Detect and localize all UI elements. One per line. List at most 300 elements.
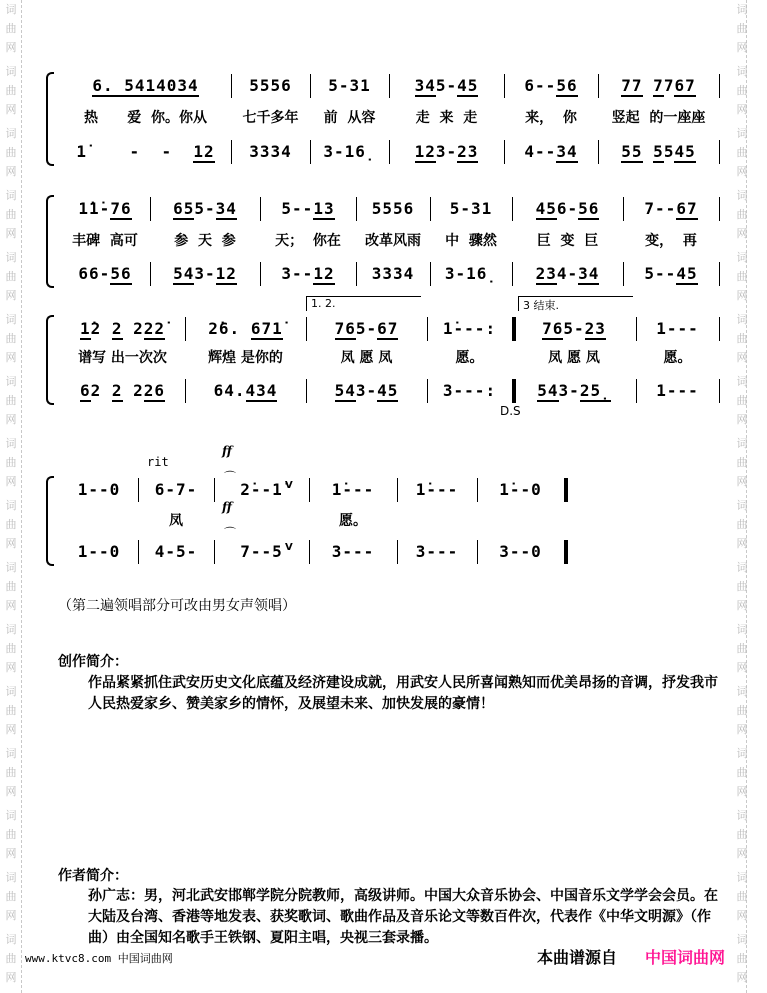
lyric-text: 前 从容 [323,110,376,126]
lower-staff-measure [142,540,210,562]
beamed-notes: 23 [584,318,606,338]
watermark-char: 曲 [5,580,17,593]
note-group [656,319,699,338]
watermark-char: 网 [736,475,748,488]
note-group [249,76,292,95]
bar-line [636,317,637,341]
beamed-notes: 6. 5 [92,75,135,95]
bar-line [309,478,310,502]
bar-line [598,140,599,164]
notes: 6-- [524,75,557,95]
watermark-char: 词 [5,375,17,388]
watermark-char: 曲 [736,22,748,35]
note-group [621,142,695,161]
beamed-notes: 67 [377,318,399,338]
beamed-notes: 55 [621,141,643,161]
beamed-notes: 25̣ [579,380,611,400]
lyric-text: 愿。 [663,350,692,366]
watermark-char: 曲 [736,580,748,593]
beamed-notes: 45 [457,75,479,95]
bar-line [623,197,624,221]
watermark-char: 网 [5,103,17,116]
lower-staff-measure [154,262,256,284]
watermark-char: 曲 [736,704,748,717]
notes: 1̇1̇- [78,198,111,218]
bar-line [719,197,720,221]
note-group [445,264,497,283]
note-group [536,264,600,283]
note-group [76,142,214,161]
fermata-icon: ⌒ [224,470,237,484]
watermark-char: 词 [5,561,17,574]
bar-line [598,74,599,98]
notes: 5- [435,75,458,95]
bar-line [150,197,151,221]
notes: 4- [556,263,579,283]
watermark-char: 网 [736,599,748,612]
upper-staff-measure [434,197,508,219]
bar-line [150,262,151,286]
note-group [416,542,459,561]
watermark-char: 曲 [5,518,17,531]
notes: 2 [122,380,144,400]
beamed-notes: 67 [676,198,698,218]
upper-staff-measure [393,74,500,96]
beamed-notes: 22̇ [143,318,166,338]
beamed-notes: 23 [535,263,557,283]
lower-staff-measure [189,379,302,401]
watermark-char: 词 [736,313,748,326]
lyric-text: 七千多年 [242,110,299,126]
note-group [208,319,282,338]
note-group [644,199,697,218]
notes: 3-16̣ [323,141,376,161]
notes: 6- [556,198,579,218]
lower-staff-measure [434,262,508,284]
note-group [323,142,375,161]
breath-mark: V [285,480,293,491]
lower-staff-measure [640,379,715,401]
watermark-char: 词 [736,809,748,822]
system-bracket [46,195,54,288]
watermark-char: 网 [736,103,748,116]
bar-line [477,540,478,564]
watermark-char: 网 [736,909,748,922]
upper-staff-measure [508,74,594,96]
note-group [80,319,165,338]
bar-line [306,379,307,403]
lower-staff-measure [64,540,134,562]
notes: 3334 [249,141,292,161]
bar-line [512,197,513,221]
notes: 5- [563,318,585,338]
watermark-char: 词 [5,685,17,698]
notes: 1̇--0 [499,479,542,499]
bar-line [719,379,720,403]
watermark-char: 词 [736,65,748,78]
watermark-char: 网 [736,413,748,426]
notes: 5-- [281,198,314,218]
watermark-char: 网 [736,847,748,860]
author-body: 孙广志：男，河北武安邯郸学院分院教师，高级讲师。中国大众音乐协会、中国音乐文学学会会员。在大陆及台湾、香港等地发表、获奖歌词、歌曲作品及音乐论文等数百件次，代表作《中华文明源》（作曲）由全国知名歌手王铁钢、夏阳主唱，央视三套录播。 [88,888,718,946]
fortissimo-mark: ff [222,444,232,458]
breath-mark: V [285,542,293,553]
watermark-char: 网 [736,723,748,736]
upper-staff-measure [154,197,256,219]
upper-staff-measure [64,197,146,219]
beamed-notes: 76 [110,198,132,218]
watermark-char: 网 [5,785,17,798]
notes: 1̇--- [415,479,459,499]
notes: 64. [213,380,246,400]
bar-line [185,317,186,341]
beamed-notes: 12 [215,263,237,283]
lyric-text: 巨 变 巨 [536,233,599,249]
watermark-char: 曲 [736,642,748,655]
note-group [78,542,121,561]
watermark-char: 曲 [5,84,17,97]
watermark-char: 网 [736,351,748,364]
upper-staff-measure [310,317,423,339]
note-group [80,381,165,400]
note-group [536,199,600,218]
watermark-char: 词 [736,747,748,760]
bar-line [477,478,478,502]
lyric-text [62,510,136,530]
beamed-notes: 23 [457,141,479,161]
watermark-char: 词 [736,437,748,450]
bar-line [356,197,357,221]
notes: 1̇---: [442,318,497,338]
watermark-char: 曲 [5,208,17,221]
watermark-char: 网 [5,289,17,302]
watermark-char: 曲 [5,332,17,345]
watermark-char: 网 [5,661,17,674]
notes: 1--0 [77,541,121,561]
note-group [173,264,237,283]
watermark-char: 词 [736,685,748,698]
note-group [155,542,198,561]
watermark-char: 网 [736,165,748,178]
notes: 3--- [331,541,375,561]
watermark-char: 曲 [736,394,748,407]
upper-staff-measure [627,197,715,219]
beamed-notes: 67 [674,75,696,95]
notes [643,142,654,161]
lower-staff-measure [64,262,146,284]
bar-line [427,379,428,403]
upper-staff-measure [142,478,210,500]
note-group [335,319,399,338]
bar-line [504,140,505,164]
note-group [450,199,493,218]
note-group [281,199,334,218]
beamed-notes: 54 [537,380,559,400]
notes: 5- [194,198,216,218]
beamed-notes: 56 [556,75,578,95]
lower-staff-measure [64,140,227,162]
system-bracket [46,72,54,166]
watermark-char: 网 [5,971,17,984]
note-group [415,76,479,95]
upper-staff-measure [360,197,426,219]
lower-staff-measure [313,540,393,562]
upper-staff-measure [516,317,632,339]
watermark-char: 词 [5,189,17,202]
watermark-char: 曲 [736,766,748,779]
notes: 3--- [415,541,459,561]
watermark-char: 曲 [736,828,748,841]
beamed-notes: 12 [414,141,436,161]
note-group [621,76,695,95]
bar-line [260,197,261,221]
bar-line [214,540,215,564]
watermark-char: 词 [736,251,748,264]
lower-staff-measure [431,379,508,401]
watermark-char: 词 [736,871,748,884]
beamed-notes: 34 [177,75,199,95]
lyric-text: 丰碑 高可 [72,233,138,249]
bar-line [636,379,637,403]
upper-staff-measure [516,197,619,219]
note-group [443,381,496,400]
watermark-char: 词 [5,933,17,946]
creation-heading: 创作简介： [58,654,128,670]
ritardando-mark: rit [147,455,169,469]
bar-line [719,140,720,164]
notes: 5556 [249,75,292,95]
watermark-char: 曲 [5,952,17,965]
volta-third-ending: 3 结束. [518,296,633,311]
lyric-text: 辉煌 是你的 [208,350,283,366]
lyric-text: 变， 再 [645,233,697,249]
bar-line [430,262,431,286]
beamed-notes: 45 [674,141,696,161]
watermark-char: 曲 [736,518,748,531]
note-group [335,381,399,400]
notes: 5 [663,141,675,161]
lower-staff-measure [516,379,632,401]
beamed-notes: 34 [414,75,436,95]
notes: 3334 [371,263,415,283]
watermark-char: 曲 [736,84,748,97]
beamed-notes: 7 [653,75,664,95]
lower-staff-measure [314,140,385,162]
note-group [281,264,334,283]
notes: 1--0 [77,479,121,499]
notes: 2 [90,318,112,338]
watermark-char: 词 [736,933,748,946]
watermark-char: 网 [736,785,748,798]
note-group [372,264,415,283]
notes: 5-31 [328,75,371,95]
lower-staff-measure [393,140,500,162]
note-group [240,480,283,499]
lyric-text: 凤 愿 凤 [548,350,600,366]
upper-staff-measure [264,197,352,219]
note-group [332,542,375,561]
lower-staff-measure [310,379,423,401]
beamed-notes: 77 [621,75,643,95]
watermark-char: 词 [736,561,748,574]
notes: 1̇ - - [76,141,194,161]
watermark-char: 网 [736,537,748,550]
lower-staff-measure [235,140,306,162]
bar-line [719,317,720,341]
lyric-text: 参 天 参 [174,233,236,249]
system-bracket [46,315,54,405]
notes: 3---: [442,380,497,400]
watermark-char: 曲 [5,642,17,655]
bar-line [564,540,568,564]
notes: 4-5- [154,541,198,561]
watermark-char: 词 [5,871,17,884]
note-group [524,76,577,95]
watermark-char: 曲 [5,270,17,283]
beamed-notes: 45 [676,263,698,283]
notes: 2̇--1̇ [240,479,283,499]
beamed-notes: 26 [143,380,166,400]
source-label: 本曲谱源自 [537,948,618,967]
watermark-char: 网 [736,41,748,54]
notes: 2 [90,380,112,400]
upper-staff-measure [401,478,473,500]
note-group [443,319,496,338]
upper-staff-measure [314,74,385,96]
bar-line [427,317,428,341]
upper-staff-measure [481,478,560,500]
watermark-char: 曲 [736,332,748,345]
upper-staff-measure [602,74,715,96]
watermark-char: 词 [5,747,17,760]
bar-line [512,262,513,286]
bar-line [138,478,139,502]
watermark-char: 网 [5,413,17,426]
upper-staff-measure [64,74,227,96]
beamed-notes: 76 [334,318,356,338]
footer-site[interactable]: www.ktvc8.com 中国词曲网 [25,952,173,965]
bar-line [389,140,390,164]
source-name-link[interactable]: 中国词曲网 [645,948,726,967]
beamed-notes: 5 [653,141,664,161]
beamed-notes: 34 [556,141,578,161]
notes [643,76,654,95]
watermark-char: 网 [5,909,17,922]
note-group [332,480,375,499]
beamed-notes: 40 [156,75,178,95]
notes: 5-- [644,263,677,283]
notes: 7--5 [240,541,283,561]
lower-staff-measure [401,540,473,562]
watermark-char: 词 [5,809,17,822]
watermark-char: 网 [736,289,748,302]
beamed-notes: 54 [173,263,195,283]
notes: 3- [558,380,580,400]
beamed-notes: 12 [193,141,215,161]
notes: 2̇6. [208,318,251,338]
lyric-text: 愿。 [455,350,484,366]
beamed-notes: 2 [111,380,123,400]
bar-line [719,262,720,286]
bar-line [356,262,357,286]
watermark-char: 曲 [736,146,748,159]
upper-staff-measure [313,478,393,500]
beamed-notes: 2 [111,318,123,338]
notes: 5- [355,318,378,338]
watermark-char: 词 [736,189,748,202]
note-group [656,381,699,400]
watermark-char: 词 [5,313,17,326]
lyric-text: 走 来 走 [415,110,478,126]
note-group [499,542,542,561]
lyric-text: 中 骤然 [445,233,497,249]
watermark-char: 词 [736,3,748,16]
bar-line [430,197,431,221]
notes: 2 [122,318,144,338]
note-group [78,199,131,218]
beamed-notes: 34 [578,263,600,283]
bar-line [623,262,624,286]
watermark-char: 网 [5,847,17,860]
watermark-char: 词 [5,65,17,78]
notes: 1--- [656,318,699,338]
beamed-notes: 671̇ [250,318,283,338]
bar-line [564,478,568,502]
lower-staff-measure [264,262,352,284]
notes: 66- [78,263,111,283]
watermark-char: 词 [736,499,748,512]
notes: 5-31 [449,198,493,218]
upper-staff-measure [64,317,181,339]
lower-staff-measure [508,140,594,162]
lyric-text: 谱写 出一次次 [78,350,167,366]
note-group [372,199,415,218]
lower-staff-measure [64,379,181,401]
lyric-text: 竖起 的一座座 [611,110,706,126]
watermark-char: 网 [5,599,17,612]
beamed-notes: 45 [377,380,399,400]
watermark-char: 网 [5,227,17,240]
watermark-char: 词 [736,623,748,636]
beamed-notes: 65 [173,198,195,218]
watermark-char: 词 [5,623,17,636]
watermark-char: 词 [5,437,17,450]
note-group [499,480,542,499]
note-group [644,264,697,283]
note-group [542,319,606,338]
notes: 3-16̣ [444,263,498,283]
note-group [240,542,283,561]
lyric-text [479,510,562,530]
upper-staff-measure [431,317,508,339]
bar-line [260,262,261,286]
left-margin-line [21,0,22,993]
watermark-char: 词 [5,499,17,512]
watermark-char: 网 [5,475,17,488]
bar-line [719,74,720,98]
lyric-text: 凤 愿 凤 [340,350,393,366]
watermark-char: 词 [5,127,17,140]
note-group [249,142,292,161]
note-group [524,142,577,161]
notes: 3- [355,380,378,400]
note-group [173,199,237,218]
notes: 6-7- [154,479,198,499]
note-group [328,76,371,95]
lower-staff-measure [516,262,619,284]
note-group [155,480,198,499]
fortissimo-mark: ff [222,500,232,514]
